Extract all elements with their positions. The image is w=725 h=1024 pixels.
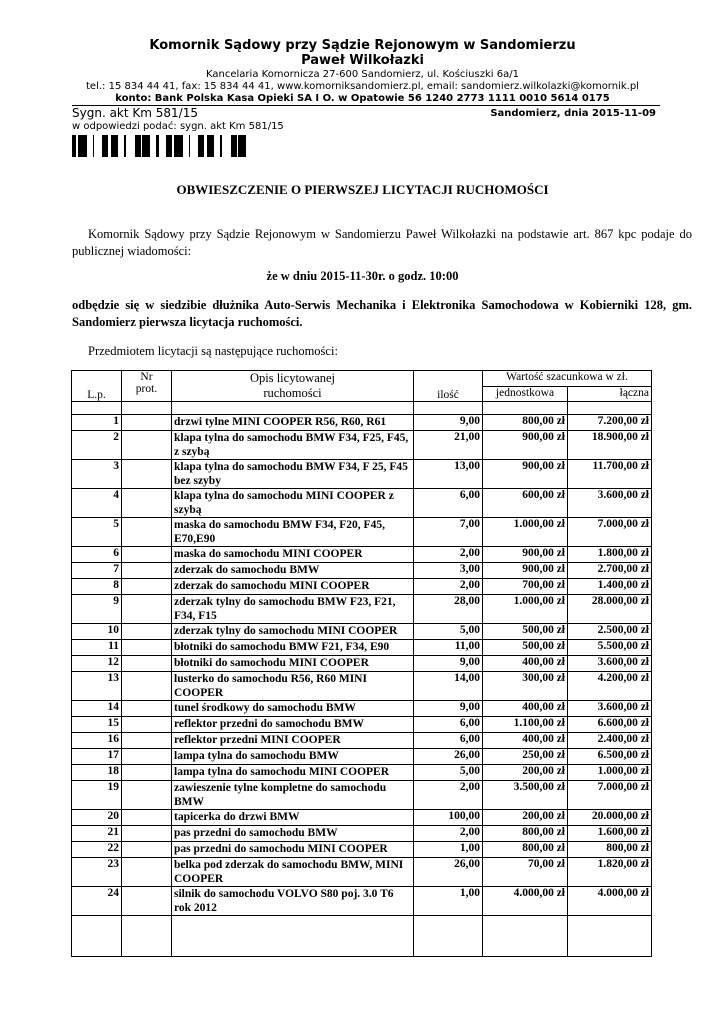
row-total-value: 3.600,00 zł (568, 656, 652, 672)
row-unit-value: 1.000,00 zł (483, 595, 568, 624)
row-unit-value: 500,00 zł (483, 640, 568, 656)
row-unit-value: 900,00 zł (483, 460, 568, 489)
intro-paragraph: Komornik Sądowy przy Sądzie Rejonowym w Sandomierzu Paweł Wilkołazki na podstawie art. 867 kpc podaje do publicznej wiadomości: (72, 227, 692, 258)
row-description: belka pod zderzak do samochodu BMW, MINI COOPER (172, 858, 414, 887)
row-total-value: 20.000,00 zł (568, 810, 652, 826)
row-prot (122, 640, 172, 656)
table-row (72, 518, 652, 547)
table-row (72, 887, 652, 916)
col-header-value: Wartość szacunkowa w zł. (483, 371, 652, 387)
row-unit-value: 250,00 zł (483, 749, 568, 765)
row-quantity: 14,00 (414, 672, 483, 701)
barcode (72, 135, 252, 163)
row-quantity: 13,00 (414, 460, 483, 489)
row-number: 9 (72, 595, 122, 624)
row-description: tunel środkowy do samochodu BMW (172, 701, 414, 717)
row-number: 18 (72, 765, 122, 781)
table-row (72, 431, 652, 460)
row-description: lampa tylna do samochodu BMW (172, 749, 414, 765)
row-prot (122, 460, 172, 489)
row-number: 16 (72, 733, 122, 749)
row-quantity: 9,00 (414, 656, 483, 672)
row-prot (122, 781, 172, 810)
table-row (72, 733, 652, 749)
document-title: OBWIESZCZENIE O PIERWSZEJ LICYTACJI RUCHOMOŚCI (176, 182, 549, 197)
table-row (72, 826, 652, 842)
row-prot (122, 858, 172, 887)
row-unit-value: 900,00 zł (483, 547, 568, 563)
row-unit-value: 200,00 zł (483, 765, 568, 781)
row-prot (122, 717, 172, 733)
row-description: zderzak do samochodu MINI COOPER (172, 579, 414, 595)
row-quantity: 6,00 (414, 489, 483, 518)
header-spacer-row (72, 402, 652, 415)
row-prot (122, 624, 172, 640)
document-date: Sandomierz, dnia 2015-11-09 (490, 108, 656, 119)
row-number: 22 (72, 842, 122, 858)
row-unit-value: 700,00 zł (483, 579, 568, 595)
auction-date-line: że w dniu 2015-11-30r. o godz. 10:00 (266, 269, 459, 283)
table-row (72, 672, 652, 701)
row-prot (122, 810, 172, 826)
row-description: pas przedni do samochodu MINI COOPER (172, 842, 414, 858)
row-description: lusterko do samochodu R56, R60 MINI COOPER (172, 672, 414, 701)
row-total-value: 3.600,00 zł (568, 701, 652, 717)
row-description: drzwi tylne MINI COOPER R56, R60, R61 (172, 415, 414, 431)
row-description: tapicerka do drzwi BMW (172, 810, 414, 826)
row-number: 21 (72, 826, 122, 842)
row-unit-value: 600,00 zł (483, 489, 568, 518)
row-total-value: 18.900,00 zł (568, 431, 652, 460)
row-description: lampa tylna do samochodu MINI COOPER (172, 765, 414, 781)
row-unit-value: 500,00 zł (483, 624, 568, 640)
office-address: Kancelaria Komornicza 27-600 Sandomierz, ul. Kościuszki 6a/1 (206, 69, 519, 80)
row-total-value: 3.600,00 zł (568, 489, 652, 518)
row-prot (122, 415, 172, 431)
row-quantity: 9,00 (414, 415, 483, 431)
row-prot (122, 656, 172, 672)
table-row (72, 858, 652, 887)
row-number: 2 (72, 431, 122, 460)
row-total-value: 5.500,00 zł (568, 640, 652, 656)
col-header-total-value: łączna (568, 386, 652, 402)
bailiff-office-name: Komornik Sądowy przy Sądzie Rejonowym w Sandomierzu (149, 38, 576, 53)
row-total-value: 1.000,00 zł (568, 765, 652, 781)
row-unit-value: 1.000,00 zł (483, 518, 568, 547)
table-row (72, 765, 652, 781)
row-total-value: 1.820,00 zł (568, 858, 652, 887)
row-total-value: 2.700,00 zł (568, 563, 652, 579)
row-number: 17 (72, 749, 122, 765)
row-unit-value: 4.000,00 zł (483, 887, 568, 916)
row-total-value: 7.000,00 zł (568, 781, 652, 810)
row-quantity: 3,00 (414, 563, 483, 579)
table-row (72, 701, 652, 717)
row-prot (122, 489, 172, 518)
row-unit-value: 300,00 zł (483, 672, 568, 701)
row-unit-value: 200,00 zł (483, 810, 568, 826)
items-table (71, 370, 652, 957)
row-quantity: 2,00 (414, 547, 483, 563)
row-unit-value: 70,00 zł (483, 858, 568, 887)
table-row (72, 810, 652, 826)
row-description: zderzak tylny do samochodu BMW F23, F21, F34, F15 (172, 595, 414, 624)
row-total-value: 2.400,00 zł (568, 733, 652, 749)
table-row (72, 595, 652, 624)
row-total-value: 6.500,00 zł (568, 749, 652, 765)
row-description: klapa tylna do samochodu BMW F34, F25, F45, z szybą (172, 431, 414, 460)
row-total-value: 1.600,00 zł (568, 826, 652, 842)
row-total-value: 4.000,00 zł (568, 887, 652, 916)
bailiff-name: Paweł Wilkołazki (301, 53, 424, 68)
row-number: 4 (72, 489, 122, 518)
row-prot (122, 765, 172, 781)
row-quantity: 11,00 (414, 640, 483, 656)
bank-account-line: konto: Bank Polska Kasa Opieki SA I O. w Opatowie 56 1240 2773 1111 0010 5614 0175 (115, 93, 610, 104)
row-prot (122, 701, 172, 717)
row-description: zderzak tylny do samochodu MINI COOPER (172, 624, 414, 640)
row-unit-value: 400,00 zł (483, 701, 568, 717)
items-intro: Przedmiotem licytacji są następujące ruchomości: (88, 344, 338, 358)
row-prot (122, 547, 172, 563)
row-quantity: 2,00 (414, 781, 483, 810)
row-number: 13 (72, 672, 122, 701)
row-prot (122, 672, 172, 701)
row-prot (122, 595, 172, 624)
row-total-value: 1.400,00 zł (568, 579, 652, 595)
col-header-nr-prot: Nr prot. (122, 371, 172, 402)
table-row (72, 624, 652, 640)
row-prot (122, 842, 172, 858)
row-unit-value: 800,00 zł (483, 826, 568, 842)
row-prot (122, 733, 172, 749)
row-quantity: 28,00 (414, 595, 483, 624)
row-number: 6 (72, 547, 122, 563)
row-total-value: 4.200,00 zł (568, 672, 652, 701)
row-description: błotniki do samochodu BMW F21, F34, E90 (172, 640, 414, 656)
table-row (72, 415, 652, 431)
row-quantity: 9,00 (414, 701, 483, 717)
row-quantity: 6,00 (414, 717, 483, 733)
row-unit-value: 400,00 zł (483, 733, 568, 749)
table-row (72, 547, 652, 563)
row-prot (122, 431, 172, 460)
row-number: 3 (72, 460, 122, 489)
row-quantity: 5,00 (414, 765, 483, 781)
row-prot (122, 826, 172, 842)
row-unit-value: 400,00 zł (483, 656, 568, 672)
row-number: 24 (72, 887, 122, 916)
row-prot (122, 749, 172, 765)
row-total-value: 11.700,00 zł (568, 460, 652, 489)
row-number: 10 (72, 624, 122, 640)
row-description: silnik do samochodu VOLVO S80 poj. 3.0 T6 rok 2012 (172, 887, 414, 916)
auction-location-paragraph: odbędzie się w siedzibie dłużnika Auto-Serwis Mechanika i Elektronika Samochodowa w Kobierniki 128, gm. Sandomierz pierwsza licytacja ruchomości. (72, 298, 692, 329)
contact-line: tel.: 15 834 44 41, fax: 15 834 44 41, www.komorniksandomierz.pl, email: sandomierz.wilkolazki@komornik.pl (86, 81, 639, 92)
row-quantity: 5,00 (414, 624, 483, 640)
table-row (72, 842, 652, 858)
reply-reference: w odpowiedzi podać: sygn. akt Km 581/15 (72, 121, 284, 132)
row-quantity: 2,00 (414, 579, 483, 595)
row-quantity: 6,00 (414, 733, 483, 749)
row-total-value: 7.000,00 zł (568, 518, 652, 547)
row-number: 7 (72, 563, 122, 579)
row-number: 23 (72, 858, 122, 887)
row-description: błotniki do samochodu MINI COOPER (172, 656, 414, 672)
row-description: maska do samochodu MINI COOPER (172, 547, 414, 563)
row-unit-value: 1.100,00 zł (483, 717, 568, 733)
table-row (72, 460, 652, 489)
row-number: 8 (72, 579, 122, 595)
row-prot (122, 887, 172, 916)
row-description: klapa tylna do samochodu MINI COOPER z szybą (172, 489, 414, 518)
table-row (72, 489, 652, 518)
row-description: zderzak do samochodu BMW (172, 563, 414, 579)
row-description: reflektor przedni do samochodu BMW (172, 717, 414, 733)
row-description: zawieszenie tylne kompletne do samochodu BMW (172, 781, 414, 810)
table-row (72, 579, 652, 595)
row-unit-value: 3.500,00 zł (483, 781, 568, 810)
table-row (72, 656, 652, 672)
row-unit-value: 900,00 zł (483, 431, 568, 460)
row-quantity: 26,00 (414, 858, 483, 887)
row-prot (122, 518, 172, 547)
col-header-quantity: ilość (414, 371, 483, 402)
table-row (72, 781, 652, 810)
row-quantity: 1,00 (414, 887, 483, 916)
row-total-value: 1.800,00 zł (568, 547, 652, 563)
row-number: 15 (72, 717, 122, 733)
empty-row (72, 916, 652, 957)
row-unit-value: 800,00 zł (483, 842, 568, 858)
table-row (72, 563, 652, 579)
col-header-unit-value: jednostkowa (483, 386, 568, 402)
row-quantity: 7,00 (414, 518, 483, 547)
row-total-value: 28.000,00 zł (568, 595, 652, 624)
case-signature: Sygn. akt Km 581/15 (72, 106, 198, 120)
row-unit-value: 800,00 zł (483, 415, 568, 431)
row-number: 11 (72, 640, 122, 656)
row-unit-value: 900,00 zł (483, 563, 568, 579)
row-number: 19 (72, 781, 122, 810)
row-prot (122, 563, 172, 579)
row-description: klapa tylna do samochodu BMW F34, F 25, F45 bez szyby (172, 460, 414, 489)
col-header-description: Opis licytowanej ruchomości (172, 371, 414, 402)
row-quantity: 2,00 (414, 826, 483, 842)
row-number: 5 (72, 518, 122, 547)
row-quantity: 26,00 (414, 749, 483, 765)
row-description: reflektor przedni MINI COOPER (172, 733, 414, 749)
table-row (72, 749, 652, 765)
table-row (72, 717, 652, 733)
row-total-value: 2.500,00 zł (568, 624, 652, 640)
row-description: maska do samochodu BMW F34, F20, F45, E70,E90 (172, 518, 414, 547)
row-quantity: 100,00 (414, 810, 483, 826)
row-number: 12 (72, 656, 122, 672)
table-row (72, 640, 652, 656)
row-prot (122, 579, 172, 595)
col-header-lp: L.p. (72, 371, 122, 402)
row-quantity: 1,00 (414, 842, 483, 858)
row-number: 20 (72, 810, 122, 826)
row-description: pas przedni do samochodu BMW (172, 826, 414, 842)
row-total-value: 7.200,00 zł (568, 415, 652, 431)
row-total-value: 800,00 zł (568, 842, 652, 858)
row-total-value: 6.600,00 zł (568, 717, 652, 733)
row-quantity: 21,00 (414, 431, 483, 460)
row-number: 1 (72, 415, 122, 431)
row-number: 14 (72, 701, 122, 717)
